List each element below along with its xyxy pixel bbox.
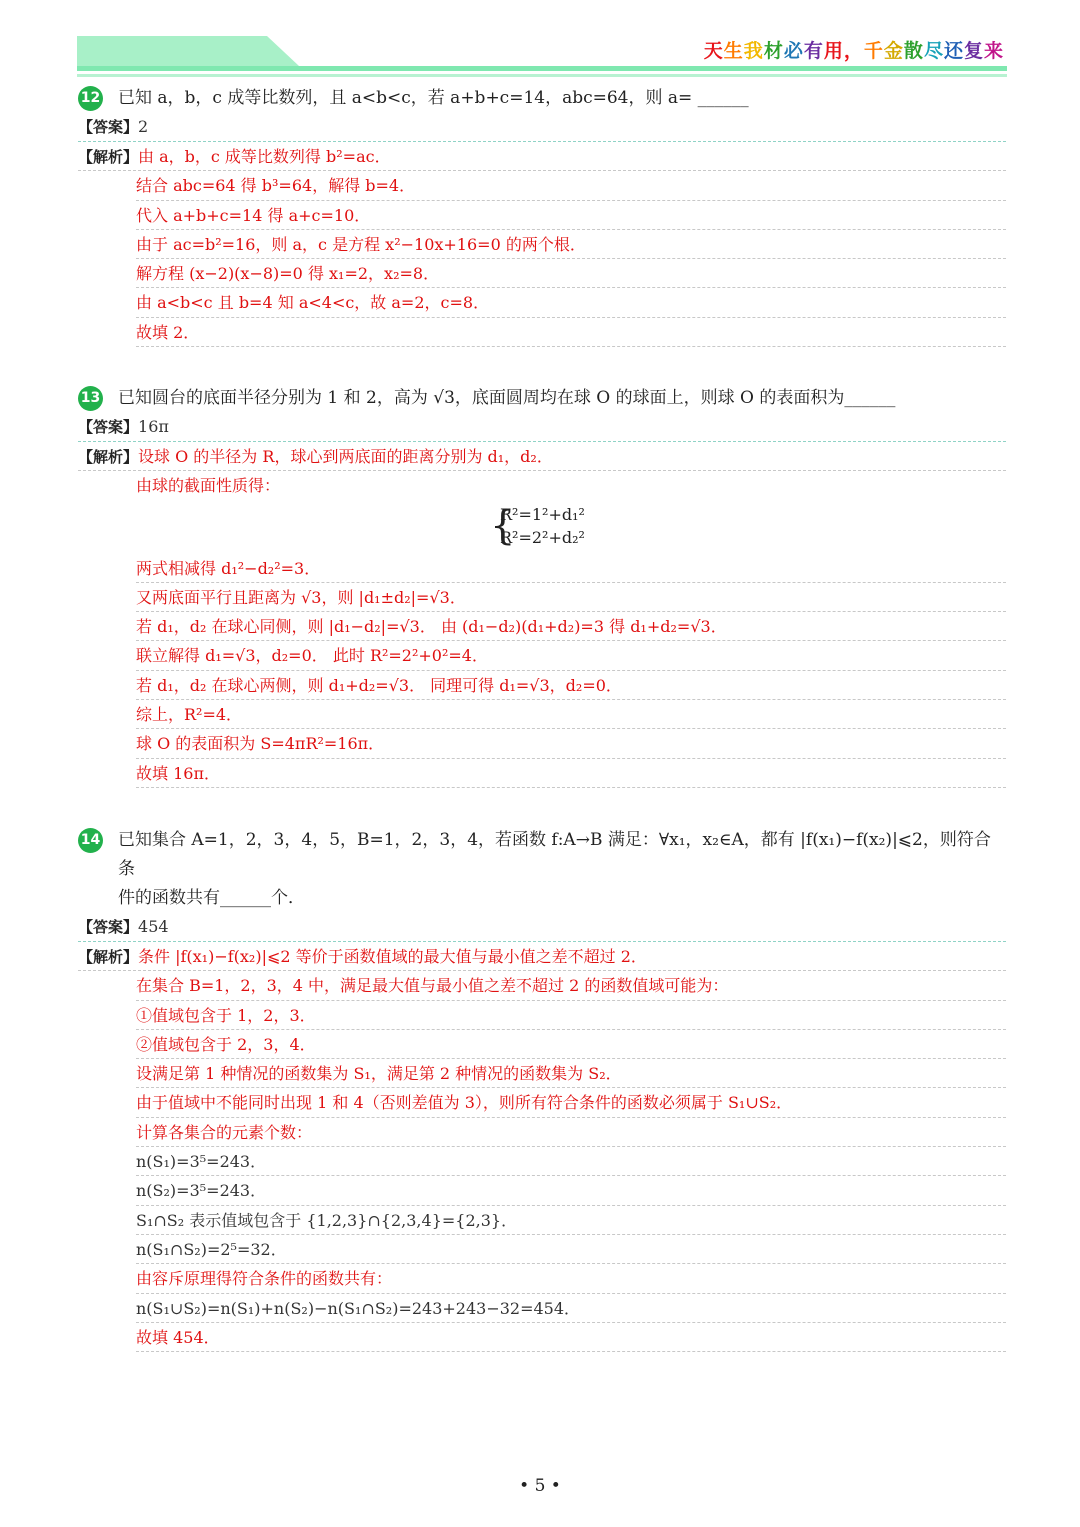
- question-12-stem: [78, 84, 1006, 113]
- solution-step: 若 d₁，d₂ 在球心两侧，则 d₁+d₂=√3． 同理可得 d₁=√3，d₂=0．: [136, 671, 1006, 700]
- solution-step: 由球的截面性质得：: [136, 476, 281, 496]
- motto-char: 散: [903, 40, 924, 62]
- solution-step: 综上，R²=4．: [136, 700, 1006, 729]
- solution-step: 结合 abc=64 得 b³=64，解得 b=4．: [136, 171, 1006, 200]
- brace-symbol: {: [490, 502, 516, 549]
- motto-char: 材: [763, 40, 784, 62]
- analysis-label: 【解析】: [78, 448, 139, 466]
- solution-step: n(S₁∪S₂)=n(S₁)+n(S₂)−n(S₁∩S₂)=243+243−32=454．: [136, 1294, 1006, 1323]
- motto-char: 天: [703, 40, 724, 62]
- solution-step: 又两底面平行且距离为 √3，则 |d₁±d₂|=√3．: [136, 583, 1006, 612]
- answer-label: 【答案】: [78, 118, 139, 136]
- solution-step: 由容斥原理得符合条件的函数共有：: [136, 1264, 1006, 1293]
- solution-step: 【解析】设球 O 的半径为 R，球心到两底面的距离分别为 d₁，d₂．: [78, 442, 1006, 471]
- answer-value: 454: [138, 917, 169, 936]
- question-12: [78, 84, 1006, 347]
- solution-step: 代入 a+b+c=14 得 a+c=10．: [136, 201, 1006, 230]
- solution-step: 由于值域中不能同时出现 1 和 4（否则差值为 3），则所有符合条件的函数必须属于 S₁∪S₂．: [136, 1088, 1006, 1117]
- question-14-text-line1: 已知集合 A=1，2，3，4，5，B=1，2，3，4，若函数 f:A→B 满足：∀x₁，x₂∈A，都有 |f(x₁)−f(x₂)|⩽2，则符合条: [118, 830, 991, 879]
- solution-step: 故填 454．: [136, 1323, 1006, 1352]
- question-13-text: 已知圆台的底面半径分别为 1 和 2，高为 √3，底面圆周均在球 O 的球面上，则球 O 的表面积为______: [118, 388, 896, 408]
- question-14-stem: [78, 826, 1006, 884]
- solution-step: ②值域包含于 2，3，4．: [136, 1030, 1006, 1059]
- question-number-badge: 12: [78, 86, 103, 111]
- analysis-label: 【解析】: [78, 948, 139, 966]
- motto-char: ，: [843, 40, 864, 62]
- answer-value: 16π: [138, 417, 169, 436]
- solution-step: S₁∩S₂ 表示值域包含于 {1,2,3}∩{2,3,4}={2,3}．: [136, 1206, 1006, 1235]
- solution-step: 解方程 (x−2)(x−8)=0 得 x₁=2，x₂=8．: [136, 259, 1006, 288]
- motto-char: 金: [883, 40, 904, 62]
- solution-step: 若 d₁，d₂ 在球心同侧，则 |d₁−d₂|=√3． 由 (d₁−d₂)(d₁+d₂)=3 得 d₁+d₂=√3．: [136, 612, 1006, 641]
- solution-step: ①值域包含于 1，2，3．: [136, 1001, 1006, 1030]
- solution-step: 在集合 B=1，2，3，4 中，满足最大值与最小值之差不超过 2 的函数值域可能为：: [136, 971, 1006, 1000]
- question-14: [78, 826, 1006, 1352]
- motto-char: 复: [963, 40, 984, 62]
- solution-13: [78, 442, 1006, 788]
- solution-step: 由 a<b<c 且 b=4 知 a<4<c，故 a=2，c=8．: [136, 288, 1006, 317]
- equation-line: R²=2²+d₂²: [500, 527, 585, 547]
- solution-step: 计算各集合的元素个数：: [136, 1118, 1006, 1147]
- motto-char: 有: [803, 40, 824, 62]
- solution-step: n(S₁∩S₂)=2⁵=32．: [136, 1235, 1006, 1264]
- answer-label: 【答案】: [78, 918, 139, 936]
- solution-step: n(S₁)=3⁵=243．: [136, 1147, 1006, 1176]
- question-13-stem: [78, 384, 1006, 413]
- motto-char: 用: [823, 40, 844, 62]
- answer-row: [78, 413, 1006, 442]
- answer-row: [78, 913, 1006, 942]
- solution-step: 球 O 的表面积为 S=4πR²=16π．: [136, 729, 1006, 758]
- motto-char: 来: [983, 40, 1004, 62]
- analysis-label: 【解析】: [78, 148, 139, 166]
- solution-step: 【解析】由 a，b，c 成等比数列得 b²=ac．: [78, 142, 1006, 171]
- equation-system: [136, 501, 1006, 554]
- answer-row: [78, 113, 1006, 142]
- equation-line: R²=1²+d₁²: [500, 504, 585, 524]
- solution-step: 故填 16π．: [136, 759, 1006, 788]
- solution-step: n(S₂)=3⁵=243．: [136, 1176, 1006, 1205]
- motto-char: 尽: [923, 40, 944, 62]
- solution-step: 故填 2．: [136, 318, 1006, 347]
- motto-char: 千: [863, 40, 884, 62]
- question-13: [78, 384, 1006, 788]
- question-number-badge: 14: [78, 828, 103, 853]
- solution-step: 联立解得 d₁=√3，d₂=0． 此时 R²=2²+0²=4．: [136, 641, 1006, 670]
- answer-value: 2: [138, 117, 149, 136]
- solution-step: 【解析】条件 |f(x₁)−f(x₂)|⩽2 等价于函数值域的最大值与最小值之差不超过 2．: [78, 942, 1006, 971]
- solution-step: 设满足第 1 种情况的函数集为 S₁，满足第 2 种情况的函数集为 S₂．: [136, 1059, 1006, 1088]
- motto-char: 必: [783, 40, 804, 62]
- page-number: • 5 •: [519, 1476, 561, 1496]
- question-number-badge: 13: [78, 386, 103, 411]
- motto-char: 我: [743, 40, 764, 62]
- answer-label: 【答案】: [78, 418, 139, 436]
- equation-system-body: [490, 502, 585, 549]
- question-12-text: 已知 a，b，c 成等比数列，且 a<b<c，若 a+b+c=14，abc=64，则 a= ______: [118, 88, 749, 108]
- solution-12: [78, 142, 1006, 347]
- motto-char: 生: [723, 40, 744, 62]
- question-14-text-line2: 件的函数共有______个．: [118, 888, 305, 908]
- motto-char: 还: [943, 40, 964, 62]
- solution-14: [78, 942, 1006, 1352]
- solution-step: 由于 ac=b²=16，则 a，c 是方程 x²−10x+16=0 的两个根．: [136, 230, 1006, 259]
- solution-step: 两式相减得 d₁²−d₂²=3．: [136, 554, 1006, 583]
- header-motto: [704, 36, 1004, 62]
